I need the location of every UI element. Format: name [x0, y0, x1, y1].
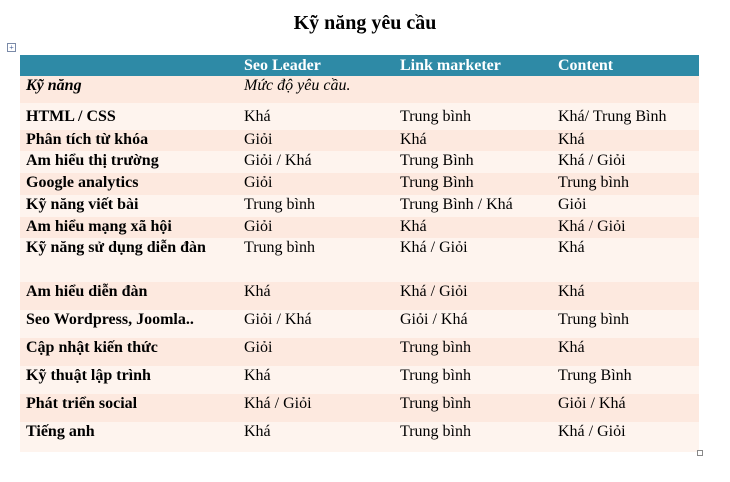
subheader-label: Kỹ năng [20, 76, 238, 103]
subheader-empty [552, 76, 699, 103]
table-row [20, 103, 699, 130]
link-marketer-cell: Trung Bình / Khá [394, 195, 552, 217]
skill-cell: Phân tích từ khóa [20, 130, 238, 151]
content-cell: Khá [552, 338, 699, 366]
seo-leader-cell: Giỏi [238, 130, 394, 151]
document-title: Kỹ năng yêu cầu [293, 12, 437, 34]
seo-leader-cell: Khá [238, 366, 394, 394]
seo-leader-cell: Khá [238, 103, 394, 130]
skill-cell: Kỹ năng sử dụng diễn đàn [20, 238, 238, 282]
subheader-note: Mức độ yêu cầu. [238, 76, 394, 103]
link-marketer-cell: Trung bình [394, 366, 552, 394]
table-row [20, 422, 699, 452]
link-marketer-cell: Giỏi / Khá [394, 310, 552, 338]
link-marketer-cell: Khá / Giỏi [394, 282, 552, 310]
table-row [20, 366, 699, 394]
skill-cell: Am hiểu thị trường [20, 151, 238, 173]
seo-leader-cell: Giỏi [238, 338, 394, 366]
link-marketer-cell: Khá / Giỏi [394, 238, 552, 282]
seo-leader-cell: Giỏi / Khá [238, 151, 394, 173]
link-marketer-cell: Trung bình [394, 422, 552, 452]
seo-leader-cell: Giỏi [238, 173, 394, 195]
header-cell-link-marketer: Link marketer [394, 55, 552, 76]
skills-table [20, 55, 699, 452]
seo-leader-cell: Trung bình [238, 238, 394, 282]
skill-cell: Cập nhật kiến thức [20, 338, 238, 366]
skill-cell: Phát triển social [20, 394, 238, 422]
table-row [20, 338, 699, 366]
content-cell: Khá [552, 238, 699, 282]
skill-cell: HTML / CSS [20, 103, 238, 130]
skill-cell: Kỹ thuật lập trình [20, 366, 238, 394]
seo-leader-cell: Khá / Giỏi [238, 394, 394, 422]
seo-leader-cell: Trung bình [238, 195, 394, 217]
link-marketer-cell: Trung bình [394, 338, 552, 366]
table-row [20, 282, 699, 310]
header-cell-content: Content [552, 55, 699, 76]
content-cell: Trung Bình [552, 366, 699, 394]
content-cell: Khá/ Trung Bình [552, 103, 699, 130]
table-row [20, 173, 699, 195]
content-cell: Khá / Giỏi [552, 151, 699, 173]
content-cell: Trung bình [552, 310, 699, 338]
content-cell: Khá / Giỏi [552, 422, 699, 452]
skill-cell: Am hiểu diễn đàn [20, 282, 238, 310]
skill-cell: Tiếng anh [20, 422, 238, 452]
table-row [20, 151, 699, 173]
skill-cell: Am hiểu mạng xã hội [20, 217, 238, 238]
seo-leader-cell: Giỏi [238, 217, 394, 238]
table-move-handle-icon[interactable]: + [7, 43, 16, 52]
skill-cell: Kỹ năng viết bài [20, 195, 238, 217]
subheader-empty [394, 76, 552, 103]
header-cell-seo-leader: Seo Leader [238, 55, 394, 76]
skill-cell: Seo Wordpress, Joomla.. [20, 310, 238, 338]
content-cell: Khá [552, 130, 699, 151]
table-row [20, 195, 699, 217]
content-cell: Trung bình [552, 173, 699, 195]
link-marketer-cell: Khá [394, 130, 552, 151]
skill-cell: Google analytics [20, 173, 238, 195]
subheader-row [20, 76, 699, 103]
seo-leader-cell: Khá [238, 282, 394, 310]
content-cell: Khá [552, 282, 699, 310]
link-marketer-cell: Khá [394, 217, 552, 238]
table-row [20, 394, 699, 422]
content-cell: Giỏi [552, 195, 699, 217]
table-row [20, 130, 699, 151]
table-row [20, 238, 699, 282]
table-resize-handle-icon[interactable] [697, 450, 703, 456]
seo-leader-cell: Khá [238, 422, 394, 452]
link-marketer-cell: Trung Bình [394, 151, 552, 173]
content-cell: Giỏi / Khá [552, 394, 699, 422]
table-header-row [20, 55, 699, 76]
content-cell: Khá / Giỏi [552, 217, 699, 238]
link-marketer-cell: Trung bình [394, 103, 552, 130]
header-cell-skill [20, 55, 238, 76]
table-row [20, 310, 699, 338]
table-row [20, 217, 699, 238]
seo-leader-cell: Giỏi / Khá [238, 310, 394, 338]
link-marketer-cell: Trung Bình [394, 173, 552, 195]
link-marketer-cell: Trung bình [394, 394, 552, 422]
